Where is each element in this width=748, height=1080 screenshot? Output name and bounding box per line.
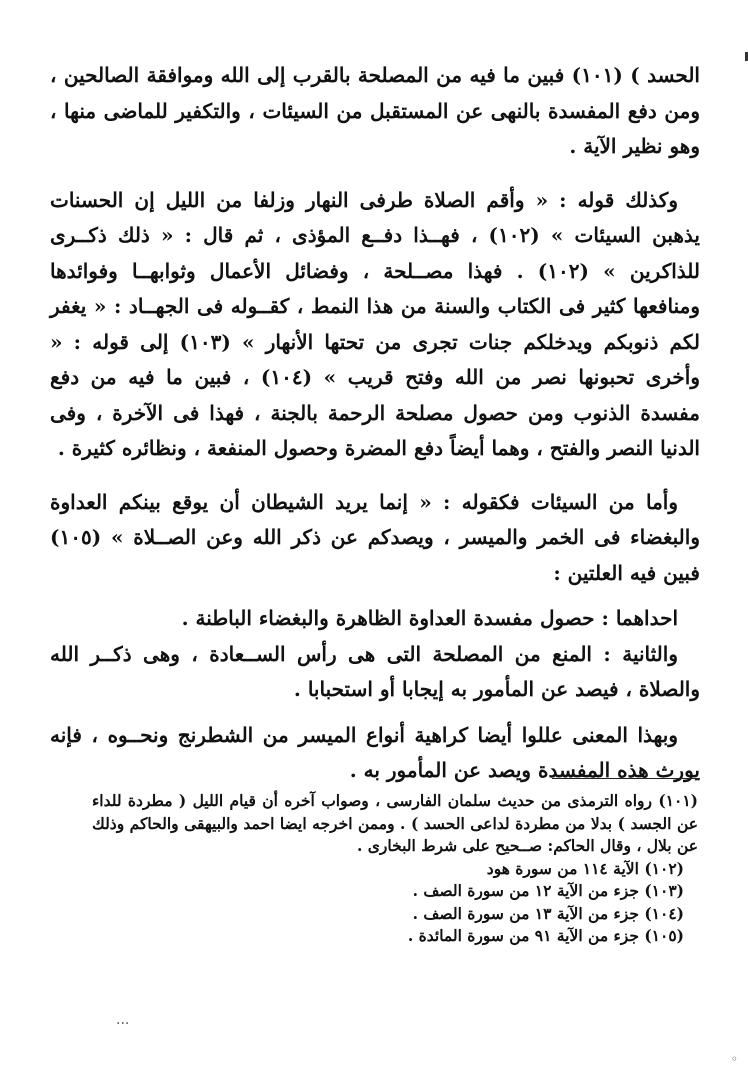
footnote-102: (١٠٢) الآية ١١٤ من سورة هود <box>486 858 684 878</box>
main-text <box>50 58 700 789</box>
paragraph-6: وبهذا المعنى عللوا أيضا كراهية أنواع الميسر من الشطرنج ونحــوه ، فإنه يورث هذه المفسدة ويصد عن المأمور به . <box>50 722 700 782</box>
footnote-105: (١٠٥) جزء من الآية ٩١ من سورة المائدة . <box>407 926 684 945</box>
footnote-divider <box>552 778 700 779</box>
footnote-101: (١٠١) رواه الترمذى من حديث سلمان الفارسى ، وصواب آخره أن قيام الليل ( مطردة للداء عن الجسد ) بدلا من مطردة لداعى الحسد ) . وممن اخرجه ايضا احمد والبيهقى والحاكم وذلك عن بلال ، وقال الحاكم: صــحيح على شرط البخارى . <box>92 791 698 855</box>
footnote-103: (١٠٣) جزء من الآية ١٢ من سورة الصف . <box>412 881 684 900</box>
paragraph-2: وكذلك قوله : « وأقم الصلاة طرفى النهار وزلفا من الليل إن الحسنات يذهبن السيئات » (١٠٢) ، فهــذا دفــع المؤذى ، ثم قال : « ذلك ذكــرى للذاكرين » (١٠٢) . فهذا مصــلحة ، وفضائل الأعمال وثوابهــا وفوائدها ومنافعها كثير فى الكتاب والسنة من هذا النمط ، كقــوله فى الجهــاد : « يغفر لكم ذنوبكم ويدخلكم جنات تجرى من تحتها الأنهار » (١٠٣) إلى قوله : « وأخرى تحبونها نصر من الله وفتح قريب » (١٠٤) ، فبين ما فيه من دفع مفسدة الذنوب ومن حصول مصلحة الرحمة بالجنة ، فهذا فى الآخرة ، وفى الدنيا النصر والفتح ، وهما أيضاً دفع المضرة وحصول المنفعة ، ونظائره كثيرة . <box>50 187 700 460</box>
footnotes <box>92 790 698 948</box>
bottom-dots: ... <box>116 1012 130 1028</box>
paragraph-4: احداهما : حصول مفسدة العداوة الظاهرة والبغضاء الباطنة . <box>181 606 678 630</box>
paragraph-1: الحسد ) (١٠١) فبين ما فيه من المصلحة بالقرب إلى الله وموافقة الصالحين ، ومن دفع المفسدة بالنهى عن المستقبل من السيئات ، والتكفير للماضى منها ، وهو نظير الآية . <box>50 63 700 158</box>
paragraph-3: وأما من السيئات فكقوله : « إنما يريد الشيطان أن يوقع بينكم العداوة والبغضاء فى الخمر والميسر ، ويصدكم عن ذكر الله وعن الصــلاة » (١٠٥) فبين فيه العلتين : <box>50 489 700 585</box>
footnote-104: (١٠٤) جزء من الآية ١٣ من سورة الصف . <box>412 903 684 923</box>
corner-mark: ◦ <box>730 1052 738 1066</box>
paragraph-5: والثانية : المنع من المصلحة التى هى رأس الســعادة ، وهى ذكــر الله والصلاة ، فيصد عن المأمور به إيجابا أو استحبابا . <box>50 641 700 701</box>
